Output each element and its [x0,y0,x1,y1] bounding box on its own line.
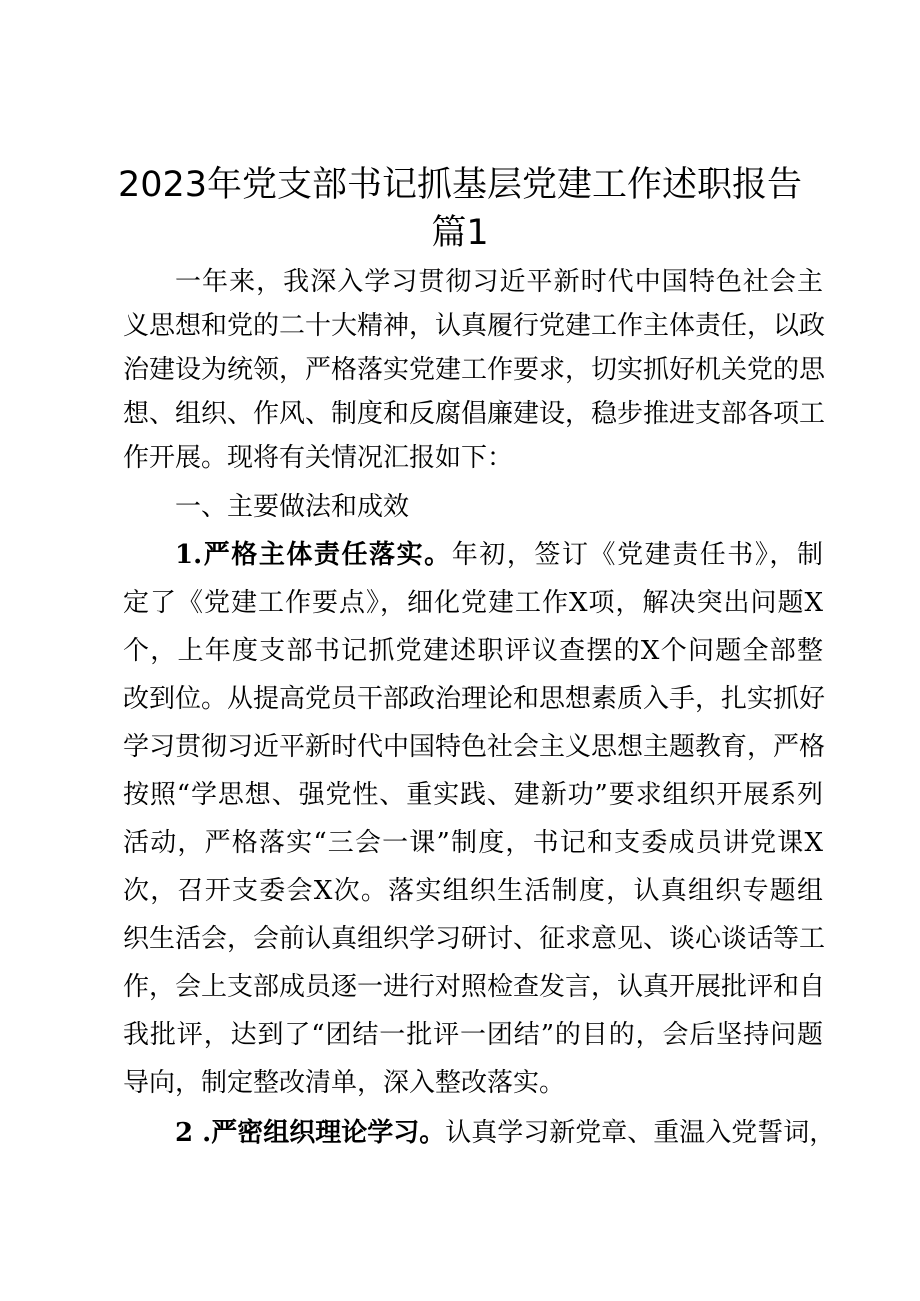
paragraph-line: 一年来，我深入学习贯彻习近平新时代中国特色社会主 [175,267,823,297]
paragraph-line: 织生活会，会前认真组织学习研讨、征求意见、谈心谈话等工 [123,924,826,954]
paragraph-line: 义思想和党的二十大精神，认真履行党建工作主体责任，以政 [123,311,826,341]
item-first-line: 1.严格主体责任落实。年初，签订《党建责任书》，制 [175,540,823,570]
paragraph-line: 导向，制定整改清单，深入整改落实。 [123,1068,566,1098]
section-heading: 一、主要做法和成效 [175,492,410,522]
paragraph-line: 活动，严格落实“三会一课”制度，书记和支委成员讲党课X [123,828,823,858]
item-first-line: 2 .严密组织理论学习。认真学习新党章、重温入党誓词， [175,1118,836,1148]
item-heading: 1.严格主体责任落实。 [175,540,452,570]
item-heading: 2 .严密组织理论学习。 [175,1118,446,1148]
paragraph-line: 作，会上支部成员逐一进行对照检查发言，认真开展批评和自 [123,972,826,1002]
document-title-part: 篇1 [431,213,489,253]
paragraph-line: 学习贯彻习近平新时代中国特色社会主义思想主题教育，严格 [123,732,826,762]
paragraph-line: 作开展。现将有关情况汇报如下： [123,443,514,473]
document-title: 2023年党支部书记抓基层党建工作述职报告 [117,165,803,205]
paragraph-line: 个，上年度支部书记抓党建述职评议查摆的X个问题全部整 [123,636,823,666]
paragraph-line: 按照“学思想、强党性、重实践、建新功”要求组织开展系列 [123,780,823,810]
paragraph-line: 治建设为统领，严格落实党建工作要求，切实抓好机关党的思 [123,355,826,385]
paragraph-line: 改到位。从提高党员干部政治理论和思想素质入手，扎实抓好 [123,684,826,714]
paragraph-line: 次，召开支委会X次。落实组织生活制度，认真组织专题组 [123,876,823,906]
paragraph-line: 想、组织、作风、制度和反腐倡廉建设，稳步推进支部各项工 [123,399,826,429]
paragraph-line: 定了《党建工作要点》，细化党建工作X项，解决突出问题X [123,588,823,618]
paragraph-line: 我批评，达到了“团结一批评一团结”的目的，会后坚持问题 [123,1020,823,1050]
